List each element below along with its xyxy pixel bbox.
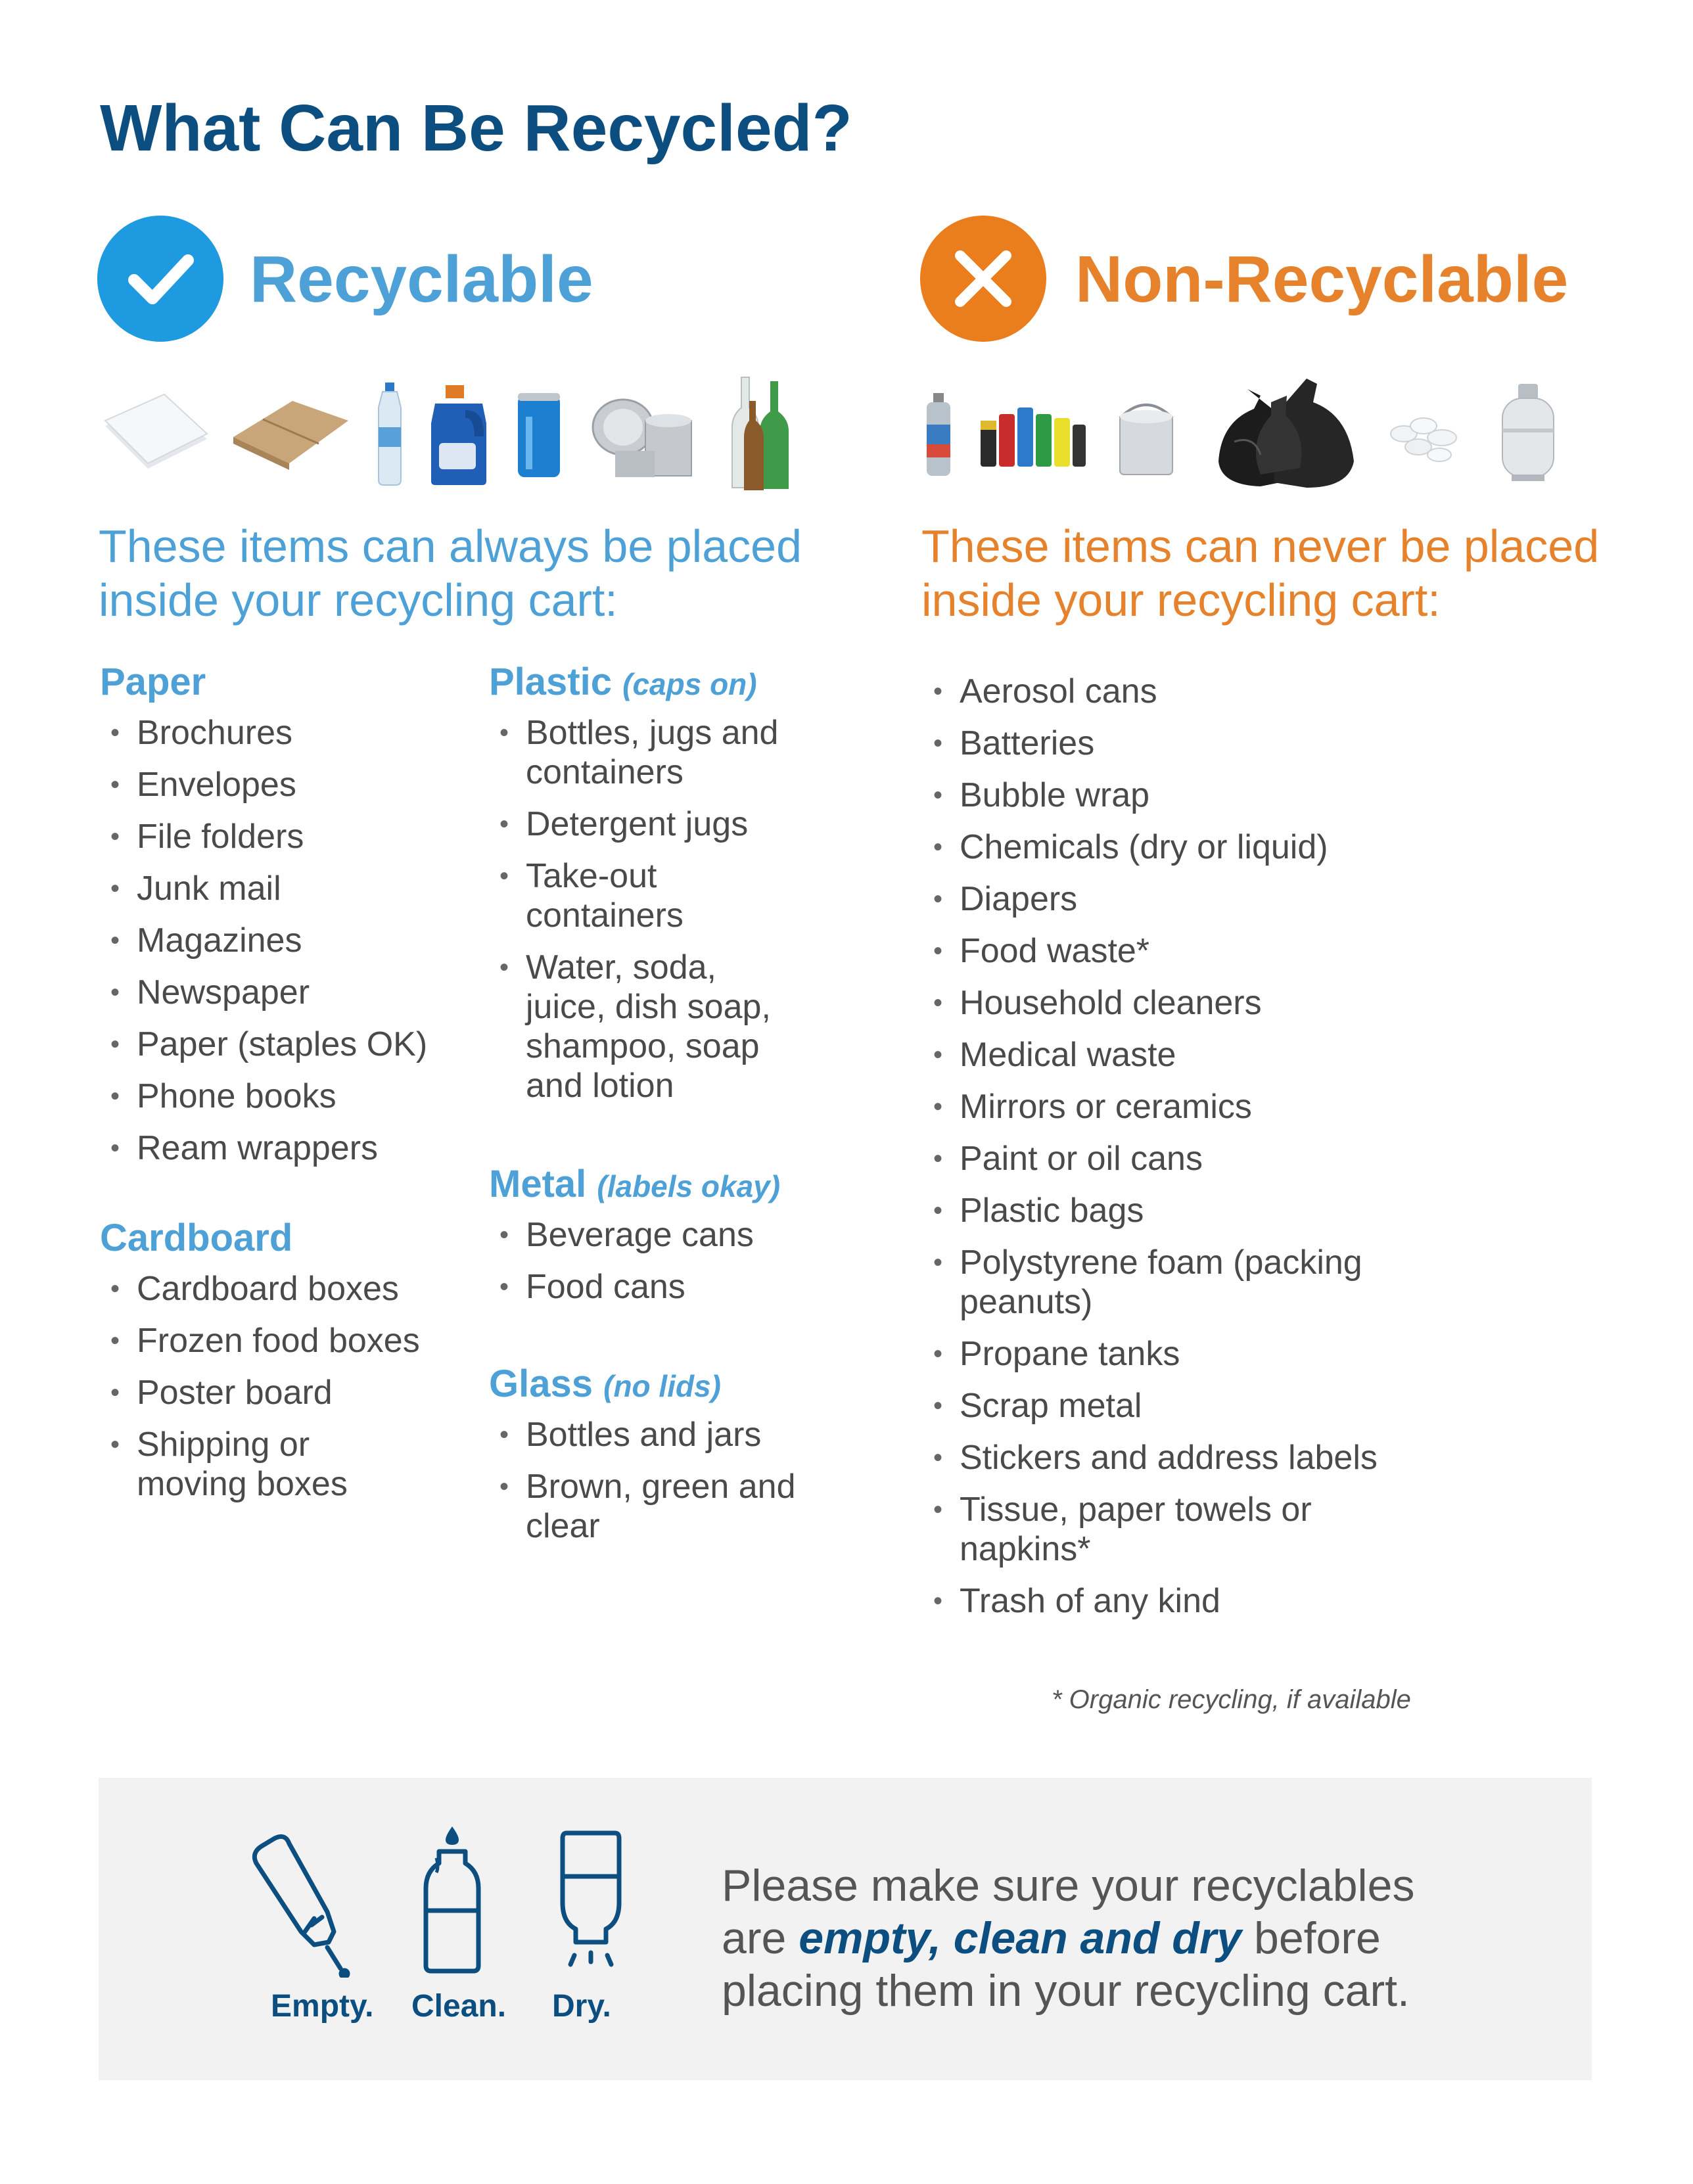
packing-peanuts-image [1384, 407, 1466, 468]
aerosol-can-image [924, 392, 953, 478]
list-item: • Bubble wrap [923, 776, 1422, 815]
metal-cans-image [589, 394, 697, 480]
plastic-list [489, 713, 857, 1105]
list-item: • Paper (staples OK) [100, 1025, 468, 1064]
recyclable-images [99, 375, 808, 493]
plastic-section [489, 660, 857, 1118]
paper-name: Paper [100, 661, 206, 703]
list-item: • Diapers [923, 879, 1422, 919]
reminder-line3: placing them in your recycling cart. [722, 1966, 1410, 2016]
paper-list [100, 713, 468, 1168]
cardboard-section [100, 1216, 468, 1516]
list-item: • File folders [100, 817, 468, 856]
metal-list [489, 1215, 857, 1307]
recyclable-intro-line2: inside your recycling cart: [99, 574, 618, 626]
list-item: • Paint or oil cans [923, 1139, 1422, 1178]
list-item: • Stickers and address labels [923, 1438, 1422, 1477]
list-item: • Polystyrene foam (packing peanuts) [923, 1243, 1380, 1322]
paint-can-image [1113, 398, 1179, 476]
plastic-heading [489, 660, 857, 704]
list-item: • Magazines [100, 921, 468, 960]
list-item: • Mirrors or ceramics [923, 1087, 1422, 1127]
list-item: • Poster board [100, 1373, 468, 1412]
list-item: • Bottles and jars [489, 1415, 857, 1454]
list-item: • Scrap metal [923, 1386, 1422, 1426]
reminder-panel [99, 1778, 1592, 2080]
list-item: • Trash of any kind [923, 1581, 1422, 1621]
metal-name: Metal [489, 1163, 587, 1205]
detergent-jug-image [426, 384, 492, 486]
paper-heading [100, 660, 468, 704]
check-icon [97, 216, 223, 342]
soda-can-image [514, 390, 564, 480]
list-item: • Newspaper [100, 973, 468, 1012]
list-item: • Brochures [100, 713, 468, 753]
reminder-line2-start: are [722, 1913, 799, 1963]
paper-stack-image [99, 386, 210, 478]
x-icon [920, 216, 1046, 342]
paper-section [100, 660, 468, 1180]
list-item: • Brown, green and clear [489, 1467, 835, 1546]
metal-heading [489, 1162, 857, 1206]
list-item: • Cardboard boxes [100, 1269, 468, 1309]
glass-note: (no lids) [603, 1369, 721, 1403]
cardboard-heading [100, 1216, 468, 1260]
reminder-line2-end: before [1241, 1913, 1381, 1963]
list-item: • Detergent jugs [489, 804, 857, 844]
clean-bottle-icon [419, 1825, 485, 1976]
plastic-note: (caps on) [622, 667, 757, 701]
glass-section [489, 1362, 857, 1558]
list-item: • Frozen food boxes [100, 1321, 468, 1360]
list-item: • Medical waste [923, 1035, 1422, 1075]
clean-label: Clean. [411, 1989, 507, 2024]
propane-tank-image [1498, 383, 1558, 482]
reminder-line2 [722, 1912, 1414, 1964]
non-recyclable-intro-line2: inside your recycling cart: [921, 574, 1441, 626]
glass-heading [489, 1362, 857, 1406]
empty-bottle-icon [248, 1833, 360, 1978]
list-item: • Batteries [923, 724, 1422, 763]
glass-list [489, 1415, 857, 1546]
footnote: * Organic recycling, if available [1052, 1685, 1411, 1714]
list-item: • Food waste* [923, 931, 1422, 971]
reminder-text [722, 1859, 1414, 2017]
list-item: • Aerosol cans [923, 672, 1422, 711]
list-item: • Ream wrappers [100, 1128, 468, 1168]
glass-name: Glass [489, 1362, 593, 1405]
list-item: • Food cans [489, 1267, 857, 1307]
reminder-emphasis: empty, clean and dry [799, 1913, 1242, 1963]
cardboard-box-image [230, 388, 352, 473]
list-item: • Beverage cans [489, 1215, 857, 1255]
list-item: • Junk mail [100, 869, 468, 908]
non-recyclable-images [920, 368, 1577, 493]
plastic-bottle-image [373, 381, 406, 486]
non-recyclable-intro [921, 519, 1599, 627]
plastic-name: Plastic [489, 661, 612, 703]
non-recyclable-heading: Non-Recyclable [1075, 243, 1569, 316]
list-item: • Water, soda, juice, dish soap, shampoo, soap and lotion [489, 948, 802, 1105]
batteries-image [977, 394, 1088, 473]
empty-label: Empty. [271, 1989, 374, 2024]
metal-section [489, 1162, 857, 1319]
dry-label: Dry. [552, 1989, 611, 2024]
list-item: • Household cleaners [923, 983, 1422, 1023]
list-item: • Phone books [100, 1077, 468, 1116]
cardboard-list [100, 1269, 468, 1504]
dry-bottle-icon [555, 1830, 627, 1982]
recyclable-heading: Recyclable [250, 243, 593, 316]
recyclable-intro [99, 519, 802, 627]
list-item: • Take-out containers [489, 856, 723, 935]
non-recyclable-list [923, 672, 1422, 1621]
non-recyclable-intro-line1: These items can never be placed [921, 521, 1600, 572]
metal-note: (labels okay) [597, 1169, 781, 1203]
trash-bags-image [1208, 369, 1360, 490]
list-item: • Plastic bags [923, 1191, 1422, 1230]
non-recyclable-section [923, 672, 1422, 1633]
list-item: • Envelopes [100, 765, 468, 804]
glass-bottles-image [730, 375, 795, 492]
list-item: • Bottles, jugs and containers [489, 713, 815, 792]
list-item: • Tissue, paper towels or napkins* [923, 1490, 1354, 1569]
recyclable-intro-line1: These items can always be placed [99, 521, 802, 572]
list-item: • Shipping or moving boxes [100, 1425, 426, 1504]
page-title: What Can Be Recycled? [100, 91, 852, 165]
list-item: • Propane tanks [923, 1334, 1422, 1374]
list-item: • Chemicals (dry or liquid) [923, 827, 1422, 867]
cardboard-name: Cardboard [100, 1217, 293, 1259]
reminder-line1: Please make sure your recyclables [722, 1861, 1415, 1911]
